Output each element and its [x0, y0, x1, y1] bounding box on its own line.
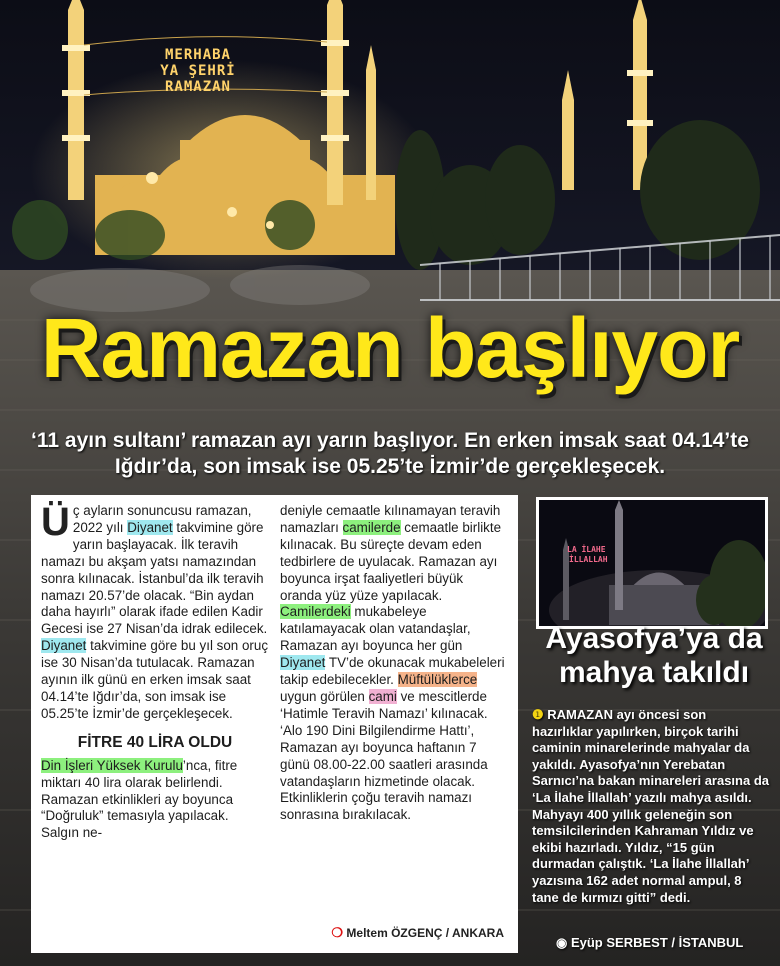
highlight-cami: cami — [368, 688, 397, 704]
small-mahya-line-2: İLLALLAH — [569, 555, 608, 564]
mahya-line-1: MERHABA — [164, 47, 232, 63]
article-byline: ❍ Meltem ÖZGENÇ / ANKARA — [331, 925, 504, 940]
article-paragraph-2: Din İşleri Yüksek Kurulu’nca, fitre miktarı 40 lira olarak belirlendi. Ramazan etkinlikleri ay boyunca “Doğruluk” temasıyla yapılacak. Salgın ne- — [41, 757, 238, 841]
highlight-muftuluk: Müftülüklerce — [397, 672, 478, 688]
headline: Ramazan başlıyor — [40, 301, 740, 395]
highlight-diyanet: Diyanet — [127, 519, 173, 535]
mahya-line-2: YA ŞEHRİ — [160, 63, 236, 79]
article-paragraph-3: deniyle cemaatle kılınamayan teravih namazları camilerde cemaatle birlikte kılınacak. Bu süreçte devam eden tedbirlere de uyulacak. Ramazan ayı boyunca irşat faaliyetleri büyük oranda yüz yüze yapılacak. Camilerdeki mukabeleye katılamayacak olan vatandaşlar, Ramazan ayı boyunca her gün Diyanet TV’de okunacak mukabeleleri takip edebilecekler. Müftülüklerce uygun görülen cami ve mescitlerde ‘Hatimle Teravih Namazı’ kılınacak. ‘Alo 190 Dini Bilgilendirme Hattı’, Ramazan ayı boyunca haftanın 7 günü 08.00-22.00 saatleri arasında vatandaşların hizmetinde olacak. Etkinliklerin çoğu teravih namazı sonrasına bırakılacak. — [280, 503, 505, 823]
subheadline: ‘11 ayın sultanı’ ramazan ayı yarın başlıyor. En erken imsak saat 04.14’te Iğdır’da, son imsak ise 05.25’te İzmir’de gerçekleşecek. — [31, 429, 749, 478]
article-column-1 — [41, 500, 269, 842]
highlight-din-isleri: Din İşleri Yüksek Kurulu — [41, 757, 183, 773]
drop-cap: Ü — [41, 500, 70, 544]
sidebar-byline: ◉ Eyüp SERBEST / İSTANBUL — [556, 935, 744, 950]
article-paragraph-1: Üç ayların sonuncusu ramazan, 2022 yılı Diyanet takvimine göre yarın başlayacak. İlk teravih namazı bu akşam yatsı namazından sonra kılınacak. İstanbul’da ilk teravih namazı 20.57’de olacak. “Bin aydan daha hayırlı” olarak ifade edilen Kadir Gecesi ise 27 Nisan’da idrak edilecek. Diyanet takvimine göre bu yıl son oruç ise 30 Nisan’da tutulacak. Ramazan ayının ilk günü en erken imsak saat 04.14’te Iğdır’da, son imsak ise 05.25’te İzmir’de gerçekleşecek. — [41, 500, 269, 721]
article-column-2 — [280, 503, 508, 824]
bullet-icon: ◉ — [556, 935, 568, 950]
highlight-camilerdeki: Camilerdeki — [280, 604, 351, 620]
sidebar-body: ❶ RAMAZAN ayı öncesi son hazırlıklar yapılırken, birçok tarihi caminin minarelerinde mahyalar da yakıldı. Ayasofya’nın Yerebatan Sarnıcı’na bakan minareleri arasına da ‘La İlahe İllallah’ yazılı mahya asıldı. Mahyayı 400 yıllık geleneğin son temsilcilerinden Kahraman Yıldız ve ekibi hazırladı. Yıldız, “15 gün durmadan çalıştık. ‘La İlahe İllallah’ yazısına 162 adet normal ampul, 8 tane de kırmızı gitti” dedi. — [532, 707, 770, 905]
bullet-icon: ❍ — [331, 925, 344, 940]
sidebar-headline: Ayasofya’ya da mahya takıldı — [545, 622, 763, 689]
paragraph-marker-icon: ❶ — [532, 707, 544, 722]
highlight-diyanet: Diyanet — [280, 655, 326, 671]
highlight-camilerde: camilerde — [342, 519, 401, 535]
ayasofya-night-image — [539, 500, 765, 626]
article-card — [31, 495, 518, 953]
highlight-diyanet: Diyanet — [41, 638, 87, 654]
mahya-line-3: RAMAZAN — [164, 79, 232, 95]
ayasofya-photo — [536, 497, 768, 629]
small-mahya-line-1: LA İLAHE — [567, 545, 606, 554]
article-subtitle: FİTRE 40 LİRA OLDU — [77, 733, 233, 751]
